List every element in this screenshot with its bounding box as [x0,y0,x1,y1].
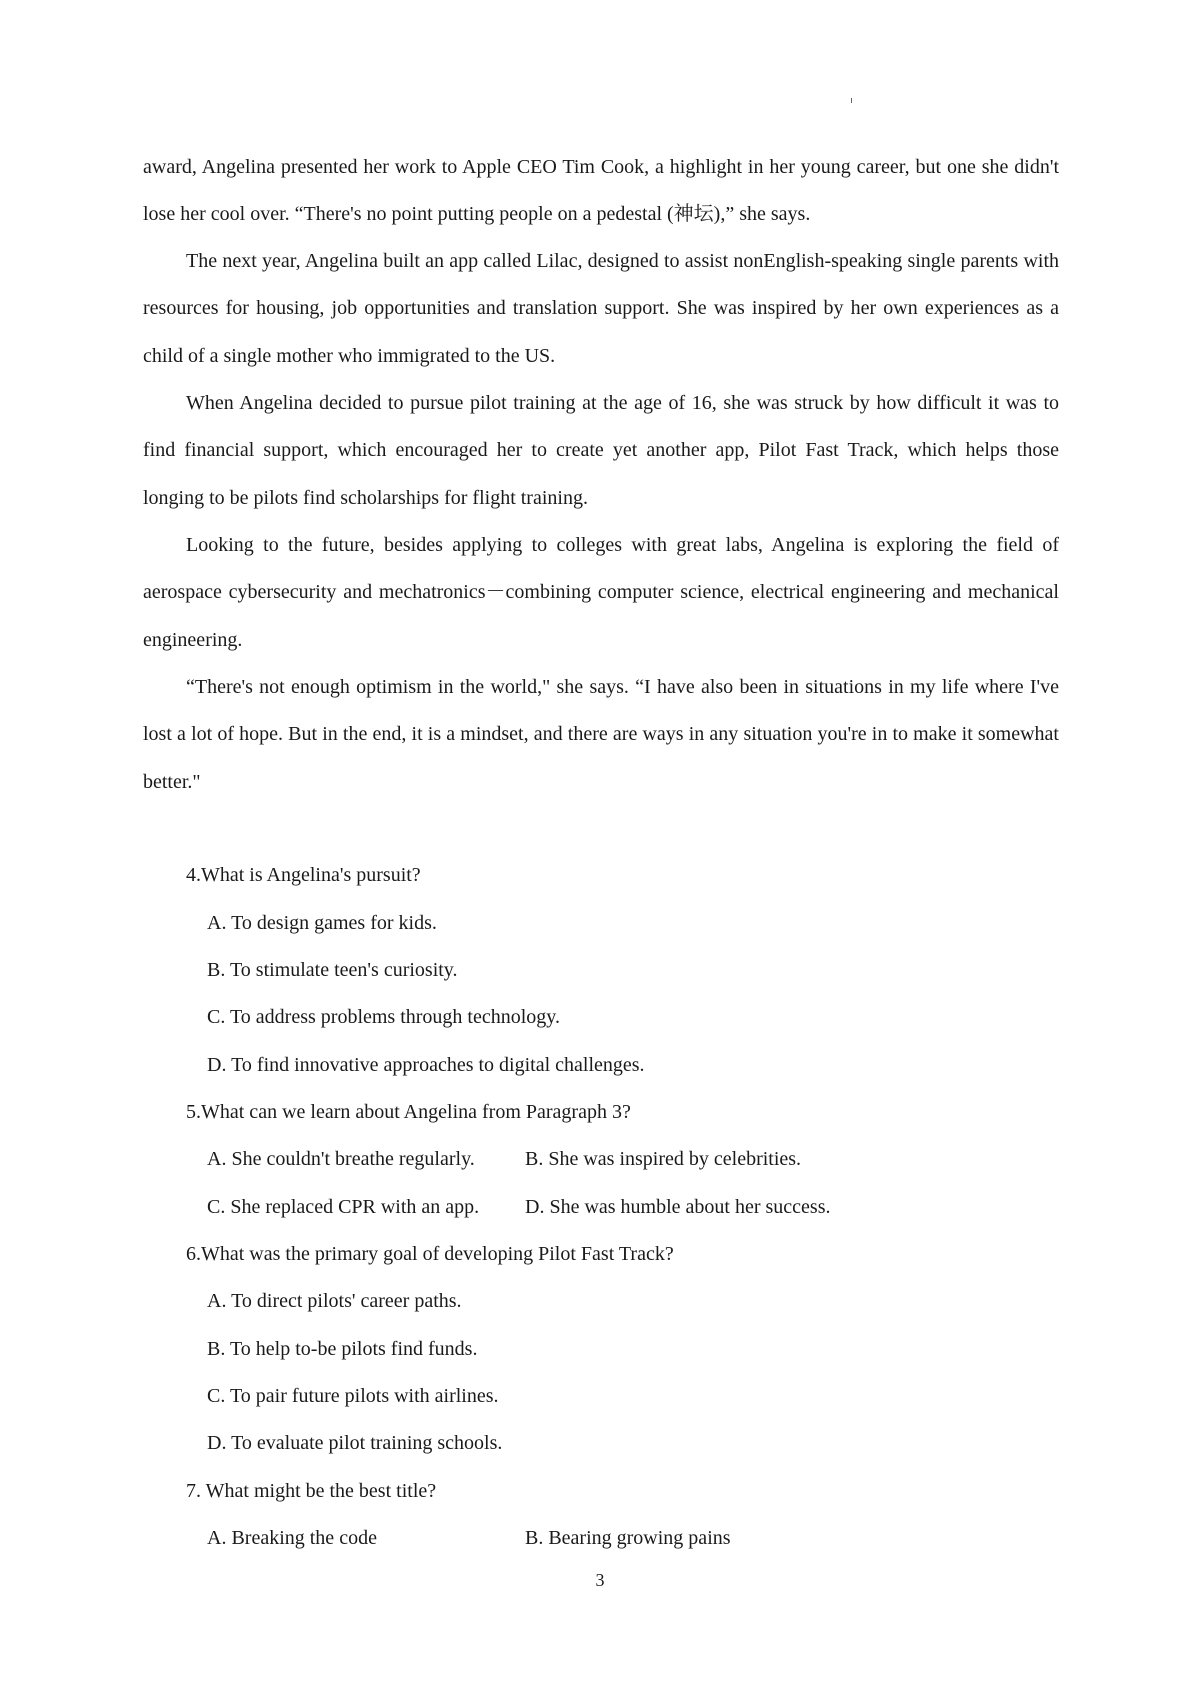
question-5-option-b: B. She was inspired by celebrities. [525,1148,802,1170]
question-6-stem: 6.What was the primary goal of developing Pilot Fast Track? [186,1243,674,1265]
passage-paragraph-5: “There's not enough optimism in the world," she says. “I have also been in situations in my life where I've lost a lot of hope. But in the end, it is a mindset, and there are ways in any situation you're in to make it somewhat better." [143,676,1059,793]
passage-paragraph-1: award, Angelina presented her work to Apple CEO Tim Cook, a highlight in her young career, but one she didn't lose her cool over. “There's no point putting people on a pedestal (神坛),” she says. [143,156,1059,226]
question-5-stem: 5.What can we learn about Angelina from Paragraph 3? [186,1101,631,1123]
passage-paragraph-3: When Angelina decided to pursue pilot training at the age of 16, she was struck by how difficult it was to find financial support, which encouraged her to create yet another app, Pilot Fast Track, which helps those longing to be pilots find scholarships for flight training. [143,392,1059,509]
question-6-option-a: A. To direct pilots' career paths. [207,1290,462,1312]
question-5-option-c: C. She replaced CPR with an app. [207,1196,480,1218]
question-6-option-b: B. To help to-be pilots find funds. [207,1338,478,1360]
scan-mark [851,98,852,103]
question-4-option-b: B. To stimulate teen's curiosity. [207,959,458,981]
question-4-option-c: C. To address problems through technology. [207,1006,560,1028]
question-7-stem: 7. What might be the best title? [186,1480,437,1502]
question-7-option-a: A. Breaking the code [207,1527,377,1549]
question-6-option-d: D. To evaluate pilot training schools. [207,1432,503,1454]
question-4-option-d: D. To find innovative approaches to digital challenges. [207,1054,645,1076]
question-4-option-a: A. To design games for kids. [207,912,437,934]
passage-paragraph-4: Looking to the future, besides applying to colleges with great labs, Angelina is exploring the field of aerospace cybersecurity and mechatronics－combining computer science, electrical engineering and mechanical engineering. [143,534,1059,651]
question-5-option-a: A. She couldn't breathe regularly. [207,1148,475,1170]
question-6-option-c: C. To pair future pilots with airlines. [207,1385,499,1407]
question-4-stem: 4.What is Angelina's pursuit? [186,864,421,886]
question-7-option-b: B. Bearing growing pains [525,1527,731,1549]
passage-paragraph-2: The next year, Angelina built an app called Lilac, designed to assist nonEnglish-speaking single parents with resources for housing, job opportunities and translation support. She was inspired by her own experiences as a child of a single mother who immigrated to the US. [143,250,1059,367]
question-5-option-d: D. She was humble about her success. [525,1196,831,1218]
page-number: 3 [595,1570,605,1590]
